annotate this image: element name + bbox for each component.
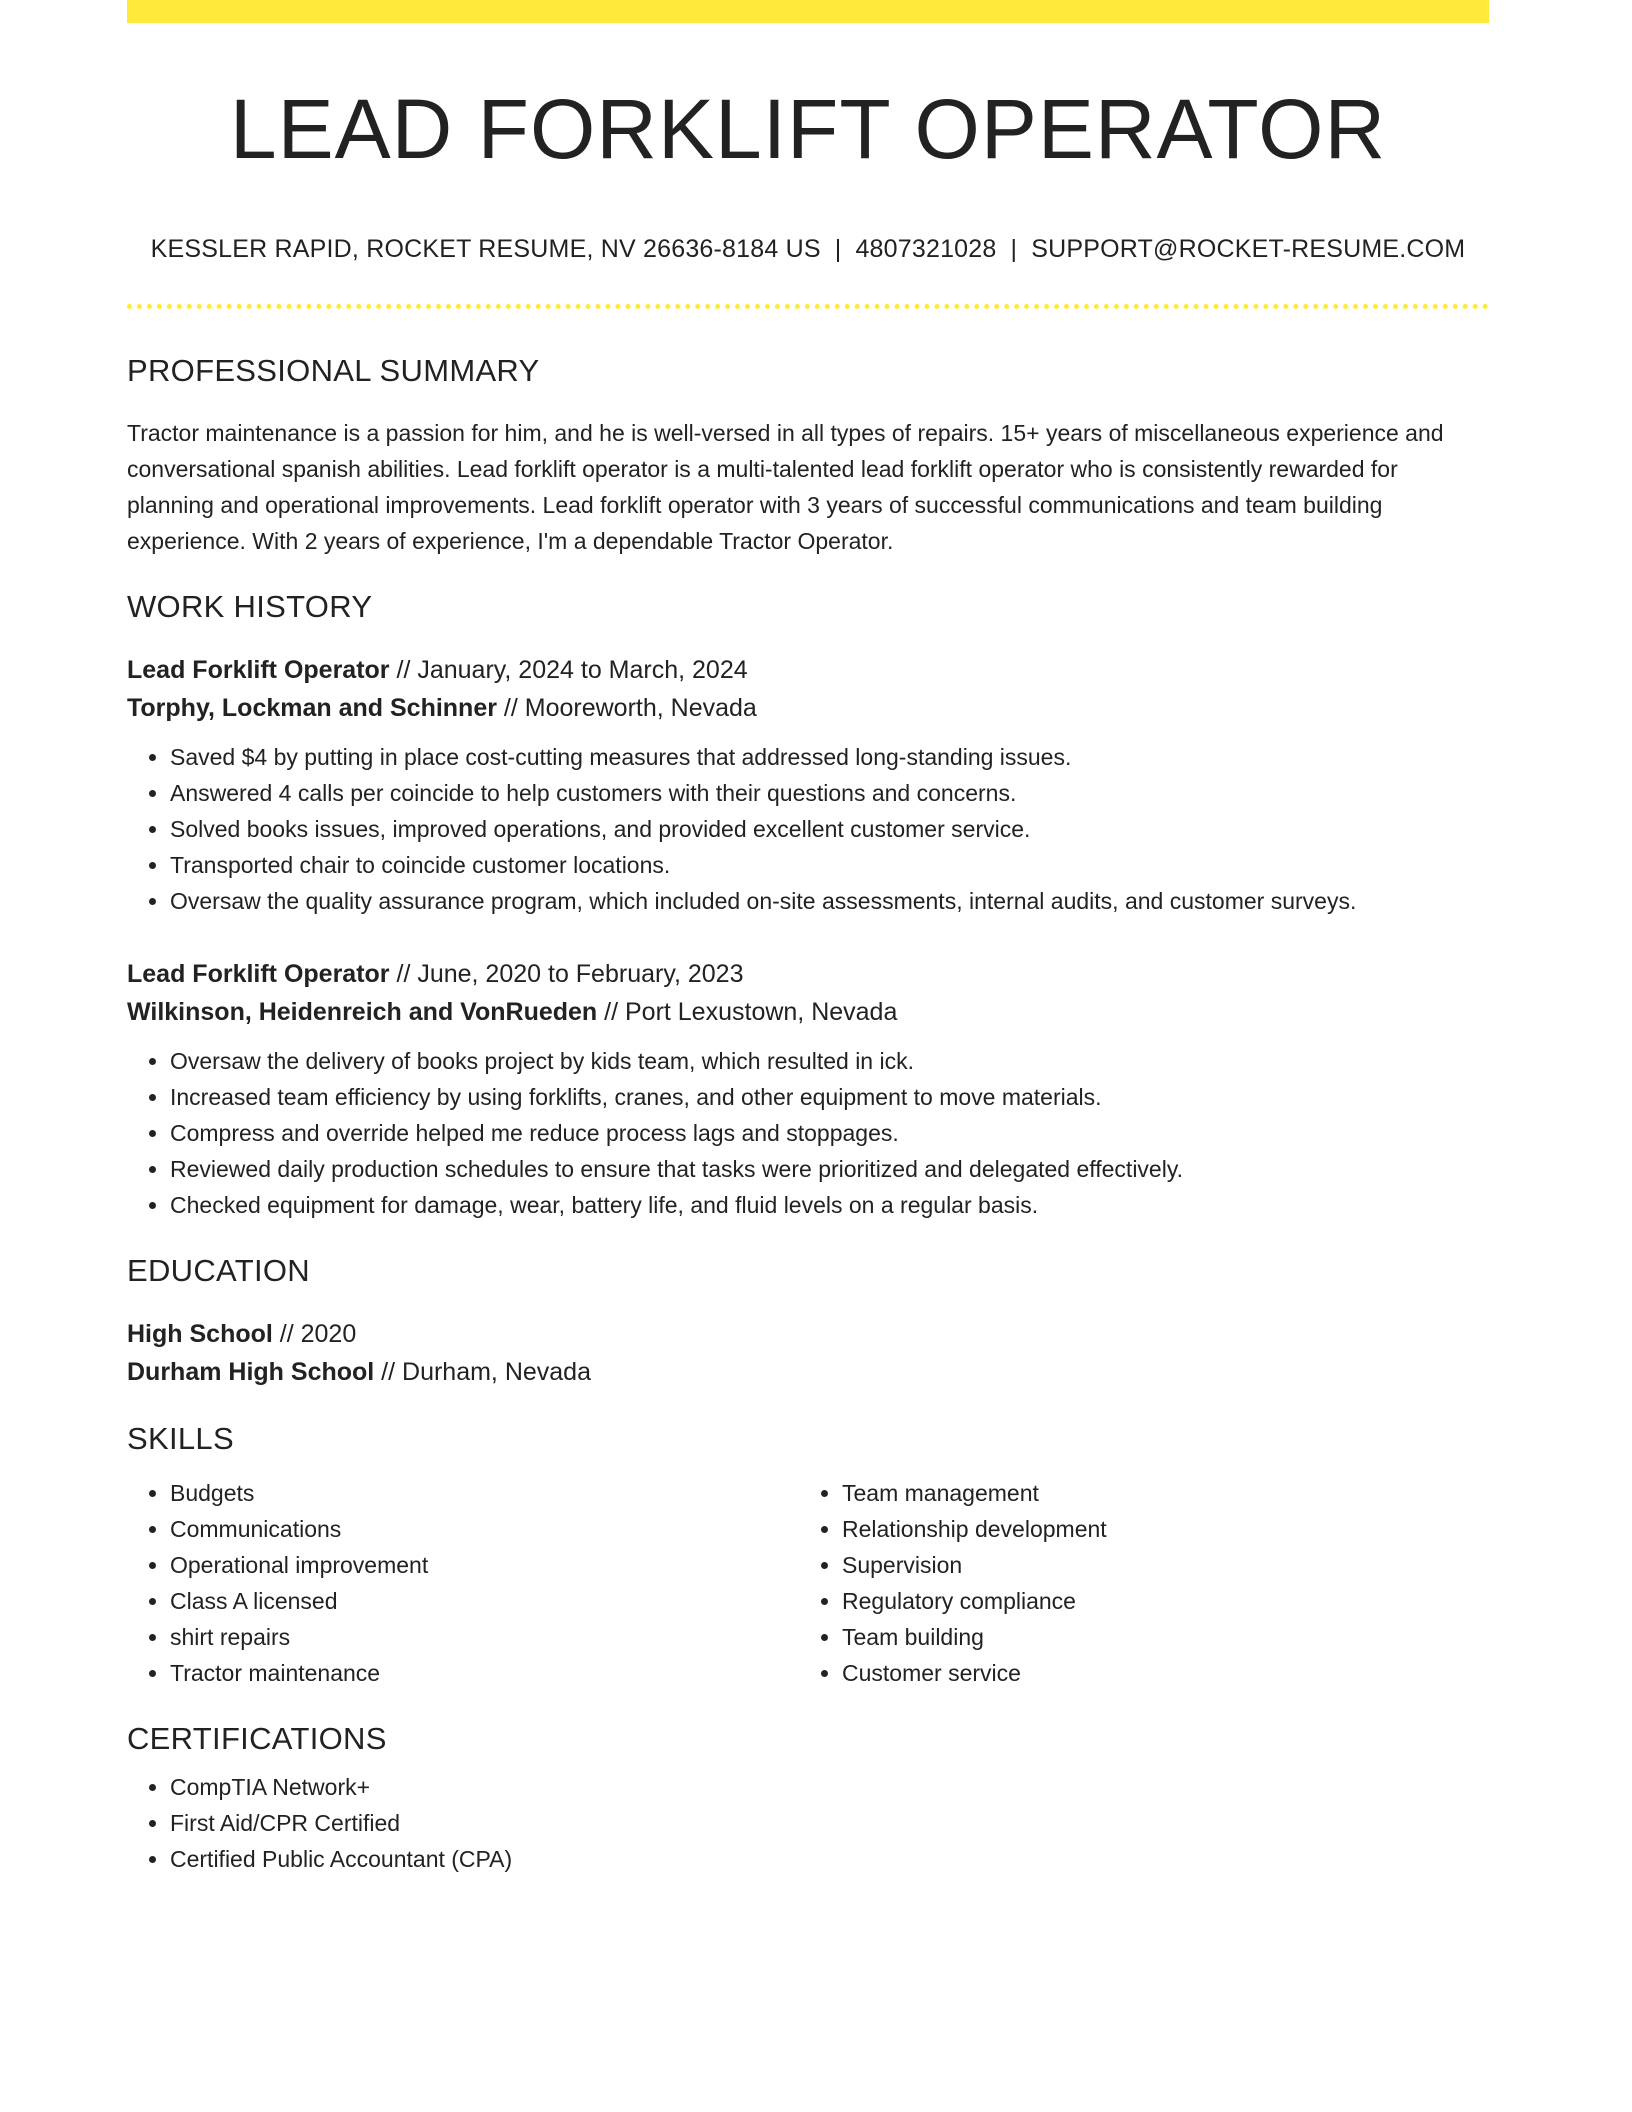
list-item: • Answered 4 calls per coincide to help customers with their questions and concerns.	[170, 775, 1489, 811]
list-item: • First Aid/CPR Certified	[170, 1805, 1489, 1841]
education-degree-line	[127, 1315, 1489, 1353]
list-item: • Saved $4 by putting in place cost-cutting measures that addressed long-standing issues.	[170, 739, 1489, 775]
job-company-line	[127, 689, 1489, 727]
job-entry-2	[127, 955, 1489, 1223]
list-item: • Regulatory compliance	[842, 1583, 1471, 1619]
list-item: • CompTIA Network+	[170, 1769, 1489, 1805]
summary-heading: PROFESSIONAL SUMMARY	[127, 353, 540, 389]
job-entry-1	[127, 651, 1489, 919]
contact-phone: 4807321028	[855, 235, 997, 264]
certifications-heading: CERTIFICATIONS	[127, 1721, 387, 1757]
dotted-divider	[127, 304, 1489, 309]
job-location: // Port Lexustown, Nevada	[597, 998, 898, 1027]
list-item: • Oversaw the delivery of books project by kids team, which resulted in ick.	[170, 1043, 1489, 1079]
list-item: • Checked equipment for damage, wear, battery life, and fluid levels on a regular basis.	[170, 1187, 1489, 1223]
job-bullets	[127, 1043, 1489, 1223]
job-title-line	[127, 651, 1489, 689]
contact-address: KESSLER RAPID, ROCKET RESUME, NV 26636-8184 US	[150, 235, 821, 264]
list-item: • Relationship development	[842, 1511, 1471, 1547]
list-item: • Oversaw the quality assurance program, which included on-site assessments, internal audits, and customer surveys.	[170, 883, 1489, 919]
list-item: • Operational improvement	[170, 1547, 799, 1583]
job-company: Wilkinson, Heidenreich and VonRueden	[127, 998, 598, 1027]
certifications-list	[127, 1769, 1489, 1877]
list-item: • Solved books issues, improved operations, and provided excellent customer service.	[170, 811, 1489, 847]
education-entry	[127, 1315, 1489, 1391]
skills-left-column	[127, 1475, 799, 1691]
list-item: • Customer service	[842, 1655, 1471, 1691]
work-history-heading: WORK HISTORY	[127, 589, 373, 625]
list-item: • shirt repairs	[170, 1619, 799, 1655]
list-item: • Supervision	[842, 1547, 1471, 1583]
contact-separator: |	[1010, 235, 1018, 264]
resume-page	[127, 0, 1489, 1877]
education-heading: EDUCATION	[127, 1253, 310, 1289]
job-company-line	[127, 993, 1489, 1031]
education-school-line	[127, 1353, 1489, 1391]
job-company: Torphy, Lockman and Schinner	[127, 694, 497, 723]
contact-email: SUPPORT@ROCKET-RESUME.COM	[1031, 235, 1466, 264]
list-item: • Increased team efficiency by using forklifts, cranes, and other equipment to move materials.	[170, 1079, 1489, 1115]
education-year: // 2020	[272, 1320, 357, 1349]
job-bullets	[127, 739, 1489, 919]
skills-columns	[127, 1475, 1489, 1691]
job-dates: // January, 2024 to March, 2024	[389, 656, 748, 685]
contact-separator: |	[834, 235, 842, 264]
list-item: • Team building	[842, 1619, 1471, 1655]
list-item: • Tractor maintenance	[170, 1655, 799, 1691]
education-degree: High School	[127, 1320, 273, 1349]
list-item: • Communications	[170, 1511, 799, 1547]
contact-line	[127, 235, 1489, 264]
education-location: // Durham, Nevada	[374, 1358, 591, 1387]
list-item: • Certified Public Accountant (CPA)	[170, 1841, 1489, 1877]
list-item: • Team management	[842, 1475, 1471, 1511]
skills-right-column	[799, 1475, 1471, 1691]
list-item: • Reviewed daily production schedules to ensure that tasks were prioritized and delegated effectively.	[170, 1151, 1489, 1187]
accent-top-bar	[127, 0, 1489, 23]
job-location: // Mooreworth, Nevada	[496, 694, 757, 723]
job-dates: // June, 2020 to February, 2023	[389, 960, 744, 989]
list-item: • Class A licensed	[170, 1583, 799, 1619]
list-item: • Compress and override helped me reduce process lags and stoppages.	[170, 1115, 1489, 1151]
skills-heading: SKILLS	[127, 1421, 234, 1457]
job-role: Lead Forklift Operator	[127, 960, 390, 989]
education-school: Durham High School	[127, 1358, 375, 1387]
list-item: • Transported chair to coincide customer locations.	[170, 847, 1489, 883]
job-role: Lead Forklift Operator	[127, 656, 390, 685]
summary-text: Tractor maintenance is a passion for him, and he is well-versed in all types of repairs. 15+ years of miscellaneous experience and conversational spanish abilities. Lead forklift operator is a multi-talented lead forklift operator who is consistently rewarded for planning and operational improvements. Lead forklift operator with 3 years of successful communications and team building experience. With 2 years of experience, I'm a dependable Tractor Operator.	[127, 420, 1444, 555]
list-item: • Budgets	[170, 1475, 799, 1511]
job-title-line	[127, 955, 1489, 993]
resume-title: LEAD FORKLIFT OPERATOR	[229, 82, 1387, 176]
